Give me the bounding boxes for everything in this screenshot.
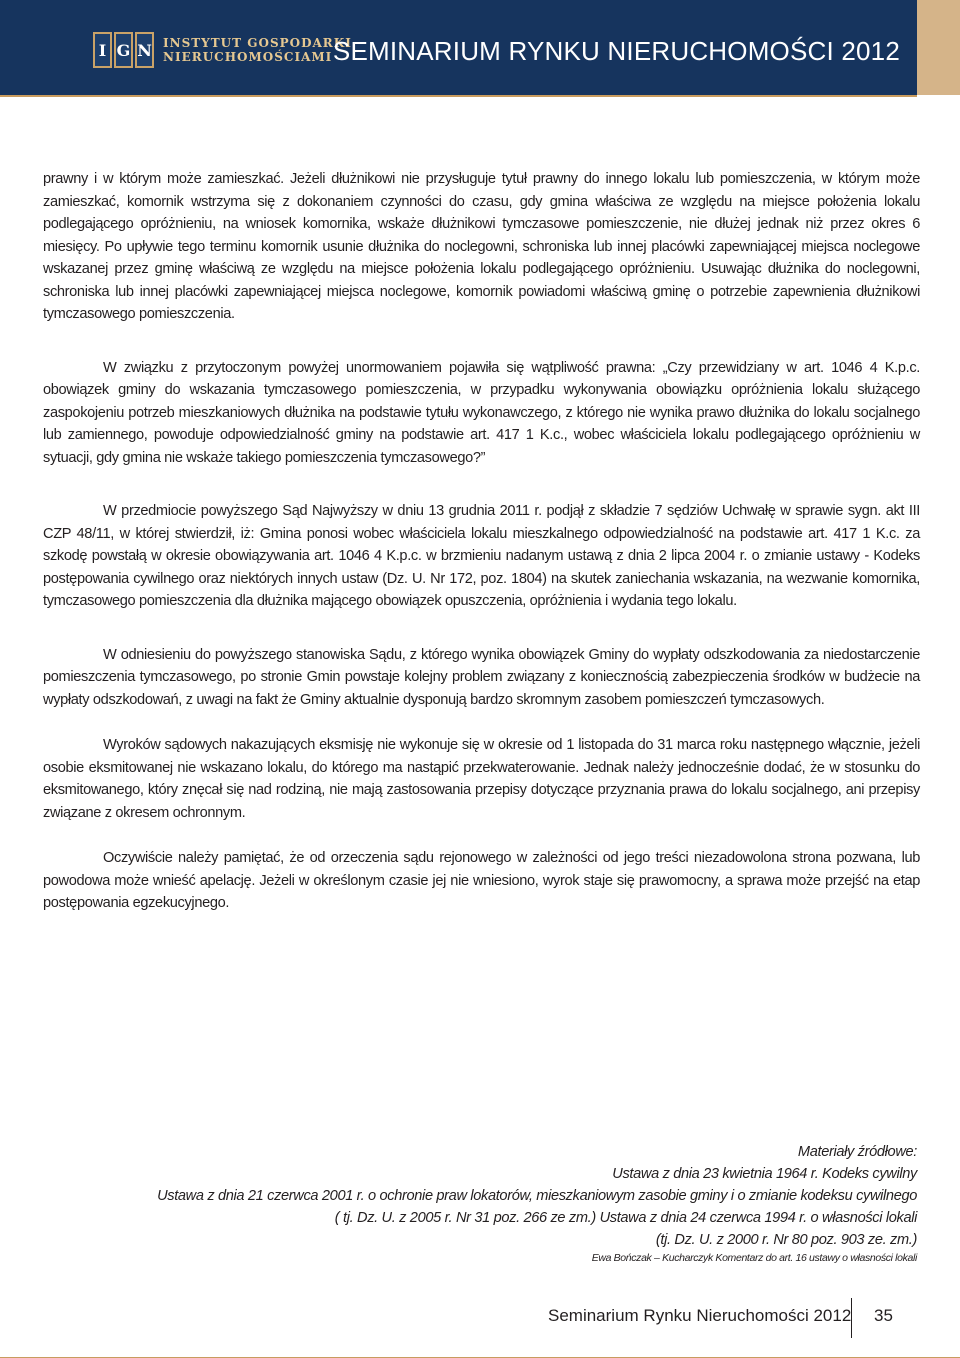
header-divider bbox=[0, 95, 917, 97]
footer-divider bbox=[851, 1298, 852, 1338]
source-item: (tj. Dz. U. z 2000 r. Nr 80 poz. 903 ze. zm.) bbox=[655, 1232, 917, 1248]
page-header bbox=[0, 0, 960, 95]
header-title: SEMINARIUM RYNKU NIERUCHOMOŚCI 2012 bbox=[332, 36, 900, 66]
source-item: ( tj. Dz. U. z 2005 r. Nr 31 poz. 266 ze zm.) Ustawa z dnia 24 czerwca 1994 r. o własności lokali bbox=[334, 1210, 917, 1226]
logo-mark-icon bbox=[93, 33, 154, 67]
source-materials bbox=[57, 1141, 917, 1265]
page-footer bbox=[0, 1290, 960, 1358]
logo-line-1: INSTYTUT GOSPODARKI bbox=[163, 36, 352, 50]
paragraph: Oczywiście należy pamiętać, że od orzeczenia sądu rejonowego w zależności od jego treści niezadowolona strona pozwana, lub powodowa może wnieść apelację. Jeżeli w określonym czasie jej nie wniesiono, wyrok staje się prawomocny, a sprawa może przejść na etap postępowania egzekucyjnego. bbox=[43, 850, 920, 911]
ign-logo bbox=[93, 30, 352, 70]
logo-line-2: NIERUCHOMOŚCIAMI bbox=[163, 50, 333, 64]
logo-letter: G bbox=[114, 32, 133, 68]
source-item: Ustawa z dnia 21 czerwca 2001 r. o ochronie praw lokatorów, mieszkaniowym zasobie gminy i o zmianie kodeksu cywilnego bbox=[157, 1188, 917, 1204]
footer-title: Seminarium Rynku Nieruchomości 2012 bbox=[548, 1306, 852, 1325]
page-number: 35 bbox=[874, 1306, 893, 1325]
source-item: Ustawa z dnia 23 kwietnia 1964 r. Kodeks cywilny bbox=[612, 1166, 917, 1182]
sources-heading: Materiały źródłowe: bbox=[797, 1144, 917, 1160]
paragraph: W odniesieniu do powyższego stanowiska Sądu, z którego wynika obowiązek Gminy do wypłaty odszkodowania za niedostarczenie pomieszczenia tymczasowego, po stronie Gmin powstaje kolejny problem związany z koniecznością zabezpieczenia środków w budżecie na wypłaty odszkodowań, z uwagi na fakt że Gminy aktualnie dysponują bardzo skromnym zasobem pomieszczeń tymczasowych. bbox=[43, 646, 920, 708]
header-corner-accent bbox=[917, 0, 960, 95]
paragraph: W przedmiocie powyższego Sąd Najwyższy w dniu 13 grudnia 2011 r. podjął z składzie 7 sędziów Uchwałę w sprawie sygn. akt III CZP 48/11, w której stwierdził, iż: Gmina ponosi wobec właściciela lokalu mieszkalnego odpowiedzialność na podstawie art. 417 1 K.c. za szkodę powstałą w okresie obowiązywania art. 1046 4 K.p.c. w brzmieniu nadanym ustawą z dnia 2 lipca 2004 r. o zmianie ustawy - Kodeks postępowania cywilnego oraz niektórych innych ustaw (Dz. U. Nr 172, poz. 1804) na skutek zaniechania wskazania, na wezwanie komornika, tymczasowego pomieszczenia dla dłużnika mającego obowiązek opuszczenia, opróżnienia i wydania tego lokalu. bbox=[43, 503, 920, 609]
document-body bbox=[43, 168, 920, 938]
paragraph: W związku z przytoczonym powyżej unormowaniem pojawiła się wątpliwość prawna: „Czy przewidziany w art. 1046 4 K.p.c. obowiązek gminy do wskazania tymczasowego pomieszczenia, w przypadku wykonywania obowiązku opróżnienia lokalu służącego zaspokojeniu potrzeb mieszkaniowych dłużnika na podstawie tytułu wykonawczego, z którego nie wynika prawo dłużnika do lokalu socjalnego lub zamiennego, powoduje odpowiedzialność gminy na podstawie art. 417 1 K.c., wobec właściciela lokalu podlegającego opróżnieniu w sytuacji, gdy gmina nie wskaże takiego pomieszczenia tymczasowego?” bbox=[43, 359, 920, 466]
logo-letter: N bbox=[135, 32, 154, 68]
paragraph: Wyroków sądowych nakazujących eksmisję nie wykonuje się w okresie od 1 listopada do 31 marca roku następnego włącznie, jeżeli osobie eksmitowanej nie wskazano lokalu, do którego ma nastąpić przekwaterowanie. Jednak należy jednocześnie dodać, że w stosunku do eksmitowanego, który znęcał się nad rodziną, nie mają zastosowania przepisy dotyczące przyznania prawa do lokalu socjalnego, ani przepisy związane z okresem ochronnym. bbox=[43, 737, 920, 821]
logo-letter: I bbox=[93, 32, 112, 68]
paragraph: prawny i w którym może zamieszkać. Jeżeli dłużnikowi nie przysługuje tytuł prawny do innego lokalu lub pomieszczenia, w którym może zamieszkać, komornik wstrzyma się z dokonaniem czynności do czasu, gdy gmina właściwa ze względu na miejsce położenia lokalu podlegającego opróżnieniu, na wniosek komornika, wskaże dłużnikowi tymczasowe pomieszczenie, nie dłużej jednak niż przez okres 6 miesięcy. Po upływie tego terminu komornik usunie dłużnika do noclegowni, schroniska lub innej placówki zapewniającej miejsca noclegowe wskazanej przez gminę właściwą ze względu na miejsce położenia lokalu podlegającego opróżnieniu. Usuwając dłużnika do noclegowni, schroniska lub innej placówki zapewniającej miejsca noclegowe, komornik powiadomi właściwą gminę o potrzebie zapewnienia dłużnikowi tymczasowego pomieszczenia. bbox=[43, 171, 920, 322]
logo-text bbox=[163, 36, 352, 64]
source-item: Ewa Bończak – Kucharczyk Komentarz do art. 16 ustawy o własności lokali bbox=[591, 1252, 917, 1264]
